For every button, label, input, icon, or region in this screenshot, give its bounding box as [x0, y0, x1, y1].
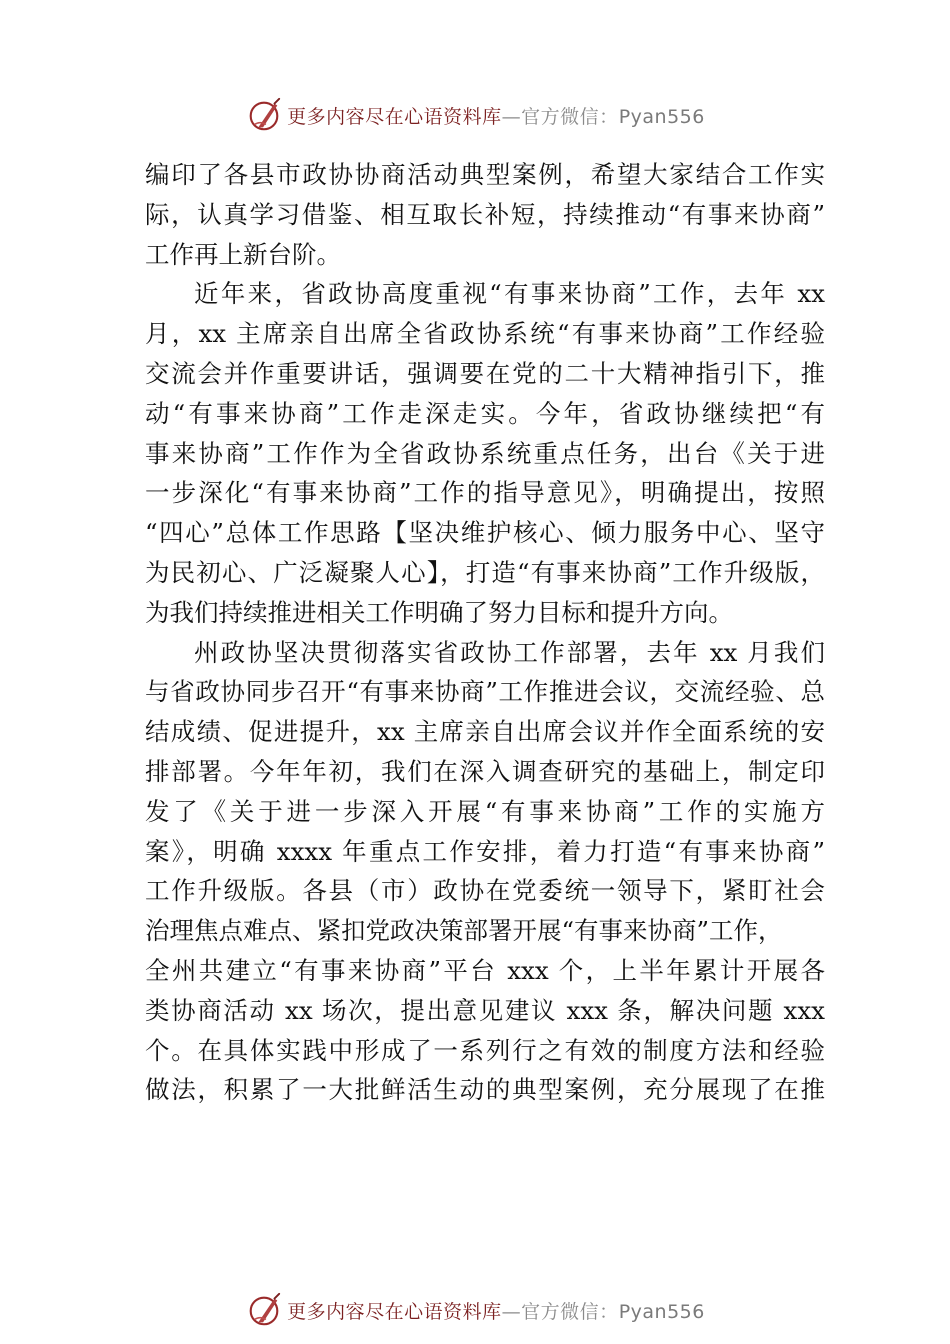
- text-line: 排部署。今年年初，我们在深入调查研究的基础上，制定印: [145, 756, 825, 786]
- quill-pen-circle-icon: [245, 96, 283, 134]
- text-line: 为民初心、广泛凝聚人心】，打造“有事来协商”工作升级版，: [145, 557, 825, 587]
- text-line: 际，认真学习借鉴、相互取长补短，持续推动“有事来协商”: [145, 199, 825, 229]
- text-line: 一步深化“有事来协商”工作的指导意见》，明确提出，按照: [145, 478, 825, 508]
- text-line: 案》，明确 xxxx 年重点工作安排，着力打造“有事来协商”: [145, 836, 825, 866]
- watermark-separator: —: [501, 1300, 522, 1323]
- text-line: 为我们持续推进相关工作明确了努力目标和提升方向。: [145, 597, 733, 627]
- quill-pen-circle-icon: [245, 1291, 283, 1329]
- header-watermark: [0, 95, 950, 135]
- document-body: [145, 155, 825, 1110]
- watermark-wechat-id: Pyan556: [618, 105, 705, 128]
- watermark-label: 官方微信：: [521, 105, 619, 128]
- watermark-wechat-id: Pyan556: [618, 1300, 705, 1323]
- paragraph: [145, 274, 825, 632]
- watermark-separator: —: [501, 105, 522, 128]
- paragraph: [145, 155, 825, 274]
- watermark-brand: 更多内容尽在心语资料库: [287, 105, 502, 128]
- text-line: 工作升级版。各县（市）政协在党委统一领导下，紧盯社会: [145, 876, 825, 906]
- text-line: 事来协商”工作作为全省政协系统重点任务，出台《关于进: [145, 438, 825, 468]
- text-line: 与省政协同步召开“有事来协商”工作推进会议，交流经验、总: [145, 677, 825, 707]
- text-line: 月，xx 主席亲自出席全省政协系统“有事来协商”工作经验: [145, 319, 825, 349]
- watermark-text: [287, 1297, 705, 1324]
- text-line: 动“有事来协商”工作走深走实。今年，省政协继续把“有: [145, 398, 825, 428]
- text-line: 州政协坚决贯彻落实省政协工作部署，去年 xx 月我们: [194, 637, 825, 667]
- text-line: 交流会并作重要讲话，强调要在党的二十大精神指引下，推: [145, 358, 825, 388]
- text-line: 全州共建立“有事来协商”平台 xxx 个，上半年累计开展各: [145, 955, 825, 985]
- text-line: 发了《关于进一步深入开展“有事来协商”工作的实施方: [145, 796, 825, 826]
- watermark-text: [287, 102, 705, 129]
- text-line: 编印了各县市政协协商活动典型案例，希望大家结合工作实: [145, 160, 825, 189]
- text-line: “四心”总体工作思路【坚决维护核心、倾力服务中心、坚守: [145, 518, 825, 548]
- text-line: 近年来，省政协高度重视“有事来协商”工作，去年 xx: [194, 279, 825, 309]
- watermark-brand: 更多内容尽在心语资料库: [287, 1300, 502, 1323]
- text-line: 类协商活动 xx 场次，提出意见建议 xxx 条，解决问题 xxx: [145, 995, 825, 1025]
- paragraph: [145, 633, 825, 1111]
- text-line: 个。在具体实践中形成了一系列行之有效的制度方法和经验: [145, 1035, 825, 1065]
- text-line: 做法，积累了一大批鲜活生动的典型案例，充分展现了在推: [145, 1075, 825, 1105]
- watermark-label: 官方微信：: [521, 1300, 619, 1323]
- text-line: 治理焦点难点、紧扣党政决策部署开展“有事来协商”工作，: [145, 916, 783, 946]
- text-line: 工作再上新台阶。: [145, 239, 341, 269]
- footer-watermark: [0, 1290, 950, 1330]
- text-line: 结成绩、促进提升，xx 主席亲自出席会议并作全面系统的安: [145, 717, 825, 747]
